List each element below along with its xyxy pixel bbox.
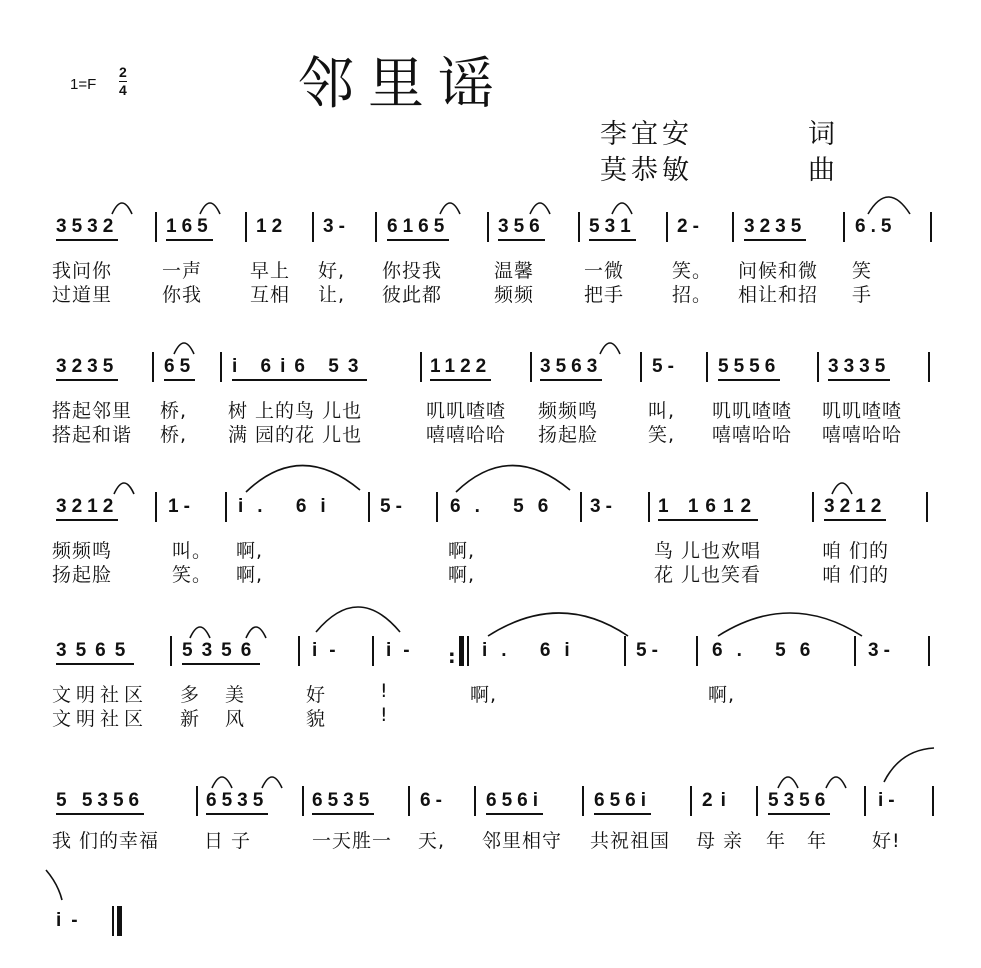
measure: 6165 — [387, 216, 449, 241]
song-title: 邻里谣 — [298, 52, 508, 117]
key-signature: 1=F — [70, 76, 97, 93]
barline — [932, 786, 934, 816]
measure: 6- — [420, 790, 447, 811]
lyric: 过道里 — [52, 284, 113, 306]
lyric: 一天胜一 — [312, 830, 393, 852]
lyric: 笑 — [852, 260, 873, 282]
barline — [624, 636, 626, 666]
lyric: 招。 — [672, 284, 713, 306]
measure: i. 6i — [238, 496, 340, 517]
measure: 3- — [590, 496, 617, 517]
measure: 6. 56 — [712, 640, 825, 661]
barline — [298, 636, 300, 666]
lyric: 嘻嘻哈哈 — [822, 424, 903, 446]
lyric: 文明社区 — [52, 708, 149, 730]
measure: 5556 — [718, 356, 780, 381]
barline — [196, 786, 198, 816]
composer-role: 曲 — [808, 155, 835, 186]
lyric: 貌 — [306, 708, 327, 730]
measure: 12 — [256, 216, 288, 237]
measure: 531 — [589, 216, 636, 241]
barline — [467, 636, 469, 666]
lyric: 频频鸣 — [538, 400, 599, 422]
barline — [666, 212, 668, 242]
lyric: 一微 — [584, 260, 625, 282]
barline — [245, 212, 247, 242]
time-signature — [119, 64, 127, 99]
barline — [474, 786, 476, 816]
lyric: 叽叽喳喳 — [426, 400, 507, 422]
measure: 3563 — [540, 356, 602, 381]
lyric: 好 — [306, 684, 327, 706]
measure: 3235 — [56, 356, 118, 381]
measure: 5- — [652, 356, 679, 377]
lyric: 叽叽喳喳 — [712, 400, 793, 422]
measure: 656i — [486, 790, 543, 815]
notation-line — [0, 492, 981, 522]
barline — [690, 786, 692, 816]
lyric: 母亲 — [696, 830, 751, 852]
final-barline — [117, 906, 122, 936]
lyric: 频频鸣 — [52, 540, 113, 562]
notation-line — [0, 212, 981, 242]
measure: 3532 — [56, 216, 118, 241]
barline — [812, 492, 814, 522]
barline — [112, 906, 114, 936]
barline — [408, 786, 410, 816]
barline — [578, 212, 580, 242]
measure: 5- — [380, 496, 407, 517]
barline — [928, 352, 930, 382]
measure: 656i — [594, 790, 651, 815]
barline — [706, 352, 708, 382]
barline — [302, 786, 304, 816]
measure: i- — [312, 640, 348, 661]
score-row-4 — [0, 636, 981, 776]
lyric: 新 风 — [180, 708, 255, 730]
barline — [648, 492, 650, 522]
barline — [312, 212, 314, 242]
barline — [225, 492, 227, 522]
lyric: 你我 — [162, 284, 203, 306]
lyric: 笑。 — [672, 260, 713, 282]
lyric: 年 年 — [766, 830, 835, 852]
barline — [928, 636, 930, 666]
barline — [368, 492, 370, 522]
lyric: 把手 — [584, 284, 625, 306]
lyric: 桥, — [160, 424, 188, 446]
lyric: 花 儿也笑看 — [654, 564, 762, 586]
lyric: 啊, — [236, 540, 264, 562]
score-row-3 — [0, 492, 981, 632]
barline — [843, 212, 845, 242]
measure: 5- — [636, 640, 663, 661]
measure: 3212 — [824, 496, 886, 521]
measure: 1122 — [430, 356, 491, 381]
lyric: 笑, — [648, 424, 676, 446]
barline — [696, 636, 698, 666]
time-signature-bottom: 4 — [119, 82, 127, 98]
measure: 3212 — [56, 496, 118, 521]
barline — [640, 352, 642, 382]
barline — [930, 212, 932, 242]
lyric: 我 们的幸福 — [52, 830, 160, 852]
time-signature-top: 2 — [119, 64, 127, 80]
lyricist-name: 李宜安 — [600, 119, 693, 150]
measure: i 6i6 53 — [232, 356, 367, 381]
repeat-dots: : — [448, 646, 456, 668]
measure: 3- — [323, 216, 350, 237]
barline — [372, 636, 374, 666]
repeat-barline — [459, 636, 464, 666]
lyric: 早上 — [250, 260, 291, 282]
lyric: 啊, — [448, 540, 476, 562]
lyric: 咱 们的 — [822, 564, 890, 586]
score-row-1 — [0, 212, 981, 352]
measure: 1- — [168, 496, 195, 517]
lyric: 天, — [418, 830, 446, 852]
measure: 6.5 — [855, 216, 897, 237]
lyric: 我问你 — [52, 260, 113, 282]
lyric: 你投我 — [382, 260, 443, 282]
measure: i- — [878, 790, 900, 811]
lyric: 扬起脸 — [52, 564, 113, 586]
lyric: 啊, — [236, 564, 264, 586]
lyric: 互相 — [250, 284, 291, 306]
barline — [756, 786, 758, 816]
barline — [155, 492, 157, 522]
barline — [170, 636, 172, 666]
lyric: 日 子 — [204, 830, 252, 852]
measure: 2i — [702, 790, 734, 811]
barline — [487, 212, 489, 242]
barline — [375, 212, 377, 242]
lyric: 叫。 — [172, 540, 213, 562]
score-row-2 — [0, 352, 981, 492]
lyric: 手 — [852, 284, 873, 306]
measure: 65 — [164, 356, 195, 381]
lyric: 文明社区 — [52, 684, 149, 706]
barline — [732, 212, 734, 242]
lyric: 搭起邻里 — [52, 400, 133, 422]
lyric: 鸟 儿也欢唱 — [654, 540, 762, 562]
notation-line — [0, 906, 981, 936]
lyric: 相让和招 — [738, 284, 819, 306]
measure: i- — [386, 640, 422, 661]
barline — [864, 786, 866, 816]
lyric: 咱 们的 — [822, 540, 890, 562]
composer-name: 莫恭敏 — [600, 155, 693, 186]
lyric: 满 园的花 儿也 — [228, 424, 363, 446]
lyric: 嘻嘻哈哈 — [426, 424, 507, 446]
measure: 3- — [868, 640, 895, 661]
barline — [420, 352, 422, 382]
lyric: 嘻嘻哈哈 — [712, 424, 793, 446]
lyric: 树 上的鸟 儿也 — [228, 400, 363, 422]
lyric: 让, — [318, 284, 346, 306]
barline — [530, 352, 532, 382]
lyric: 邻里相守 — [482, 830, 563, 852]
notation-line — [0, 786, 981, 816]
measure: 6. 56 — [450, 496, 563, 517]
measure: 5356 — [182, 640, 260, 665]
lyric: 扬起脸 — [538, 424, 599, 446]
lyric: 啊, — [470, 684, 498, 706]
measure: 1 1612 — [658, 496, 758, 521]
barline — [926, 492, 928, 522]
measure: 3565 — [56, 640, 134, 665]
lyric: 问候和微 — [738, 260, 819, 282]
barline — [580, 492, 582, 522]
measure: 3335 — [828, 356, 890, 381]
measure: i- — [56, 910, 88, 931]
lyric: 桥, — [160, 400, 188, 422]
measure: 165 — [166, 216, 213, 241]
lyric: 频频 — [494, 284, 535, 306]
lyric: 啊, — [708, 684, 736, 706]
barline — [582, 786, 584, 816]
lyric: ! — [380, 680, 389, 702]
lyric: 笑。 — [172, 564, 213, 586]
lyric: 好, — [318, 260, 346, 282]
lyric: 温馨 — [494, 260, 535, 282]
lyric: 彼此都 — [382, 284, 443, 306]
lyric: 共祝祖国 — [590, 830, 671, 852]
notation-line — [0, 352, 981, 382]
lyric: 叽叽喳喳 — [822, 400, 903, 422]
measure: 2- — [677, 216, 704, 237]
measure: 3235 — [744, 216, 806, 241]
barline — [854, 636, 856, 666]
score-row-5 — [0, 786, 981, 926]
lyric: 叫, — [648, 400, 676, 422]
lyricist-role: 词 — [808, 119, 835, 150]
lyric: 多 美 — [180, 684, 255, 706]
measure: 6535 — [206, 790, 268, 815]
barline — [817, 352, 819, 382]
measure: 5 5356 — [56, 790, 144, 815]
lyric: 好! — [872, 830, 901, 852]
measure: 6535 — [312, 790, 374, 815]
measure: 5356 — [768, 790, 830, 815]
barline — [152, 352, 154, 382]
measure: i. 6i — [482, 640, 584, 661]
lyric: 啊, — [448, 564, 476, 586]
barline — [155, 212, 157, 242]
score-row-6 — [0, 906, 981, 946]
lyric: 一声 — [162, 260, 203, 282]
measure: 356 — [498, 216, 545, 241]
barline — [220, 352, 222, 382]
notation-line — [0, 636, 981, 666]
barline — [436, 492, 438, 522]
lyric: ! — [380, 704, 389, 726]
lyric: 搭起和谐 — [52, 424, 133, 446]
